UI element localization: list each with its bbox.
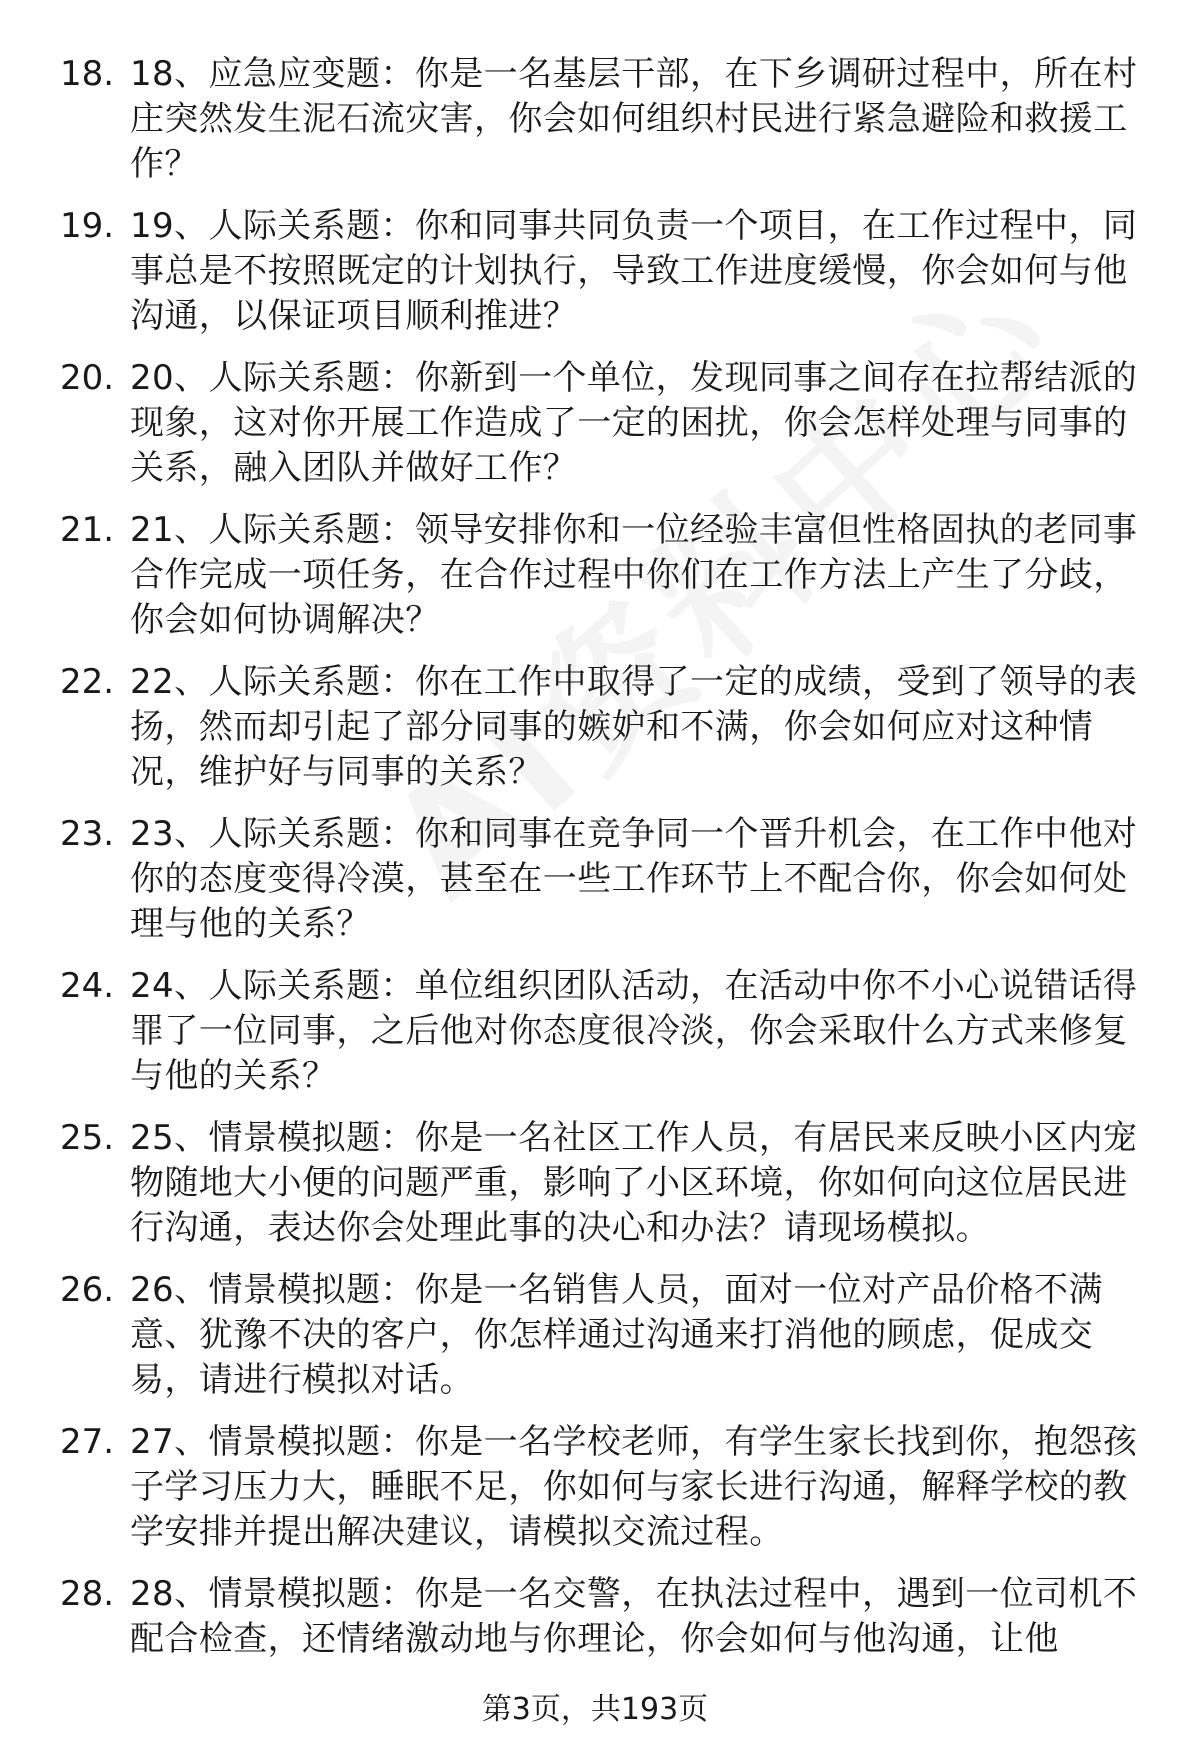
list-item: [60, 52, 1160, 187]
item-number: 27.: [60, 1422, 115, 1462]
item-text: 26、情景模拟题：你是一名销售人员，面对一位对产品价格不满意、犹豫不决的客户，你怎样通过沟通来打消他的顾虑，促成交易，请进行模拟对话。: [130, 1270, 1103, 1400]
item-text: 21、人际关系题：领导安排你和一位经验丰富但性格固执的老同事合作完成一项任务，在合作过程中你们在工作方法上产生了分歧，你会如何协调解决？: [130, 510, 1138, 640]
list-item: [60, 1420, 1160, 1555]
item-text: 20、人际关系题：你新到一个单位，发现同事之间存在拉帮结派的现象，这对你开展工作造成了一定的困扰，你会怎样处理与同事的关系，融入团队并做好工作？: [130, 358, 1138, 488]
item-number: 19.: [60, 206, 115, 246]
item-number: 23.: [60, 814, 115, 854]
list-item: [60, 356, 1160, 491]
list-item: [60, 1116, 1160, 1251]
list-item: [60, 204, 1160, 339]
item-text: 28、情景模拟题：你是一名交警，在执法过程中，遇到一位司机不配合检查，还情绪激动地与你理论，你会如何与他沟通，让他: [130, 1574, 1138, 1659]
item-number: 26.: [60, 1270, 115, 1310]
item-number: 28.: [60, 1574, 115, 1614]
item-text: 23、人际关系题：你和同事在竞争同一个晋升机会，在工作中他对你的态度变得冷漠，甚至在一些工作环节上不配合你，你会如何处理与他的关系？: [130, 814, 1138, 944]
item-text: 18、应急应变题：你是一名基层干部，在下乡调研过程中，所在村庄突然发生泥石流灾害，你会如何组织村民进行紧急避险和救援工作？: [130, 54, 1138, 184]
item-number: 20.: [60, 358, 115, 398]
item-text: 25、情景模拟题：你是一名社区工作人员，有居民来反映小区内宠物随地大小便的问题严重，影响了小区环境，你如何向这位居民进行沟通，表达你会处理此事的决心和办法？请现场模拟。: [130, 1118, 1138, 1248]
item-text: 22、人际关系题：你在工作中取得了一定的成绩，受到了领导的表扬，然而却引起了部分同事的嫉妒和不满，你会如何应对这种情况，维护好与同事的关系？: [130, 662, 1138, 792]
list-item: [60, 1268, 1160, 1403]
question-list: [60, 52, 1160, 1679]
list-item: [60, 1572, 1160, 1662]
page-footer: 第3页，共193页: [481, 1692, 709, 1727]
list-item: [60, 812, 1160, 947]
item-text: 24、人际关系题：单位组织团队活动，在活动中你不小心说错话得罪了一位同事，之后他对你态度很冷淡，你会采取什么方式来修复与他的关系？: [130, 966, 1138, 1096]
item-number: 22.: [60, 662, 115, 702]
list-item: [60, 660, 1160, 795]
list-item: [60, 964, 1160, 1099]
item-number: 21.: [60, 510, 115, 550]
item-number: 25.: [60, 1118, 115, 1158]
item-text: 27、情景模拟题：你是一名学校老师，有学生家长找到你，抱怨孩子学习压力大，睡眠不足，你如何与家长进行沟通，解释学校的教学安排并提出解决建议，请模拟交流过程。: [130, 1422, 1138, 1552]
item-number: 18.: [60, 54, 115, 94]
list-item: [60, 508, 1160, 643]
item-number: 24.: [60, 966, 115, 1006]
item-text: 19、人际关系题：你和同事共同负责一个项目，在工作过程中，同事总是不按照既定的计划执行，导致工作进度缓慢，你会如何与他沟通，以保证项目顺利推进？: [130, 206, 1138, 336]
